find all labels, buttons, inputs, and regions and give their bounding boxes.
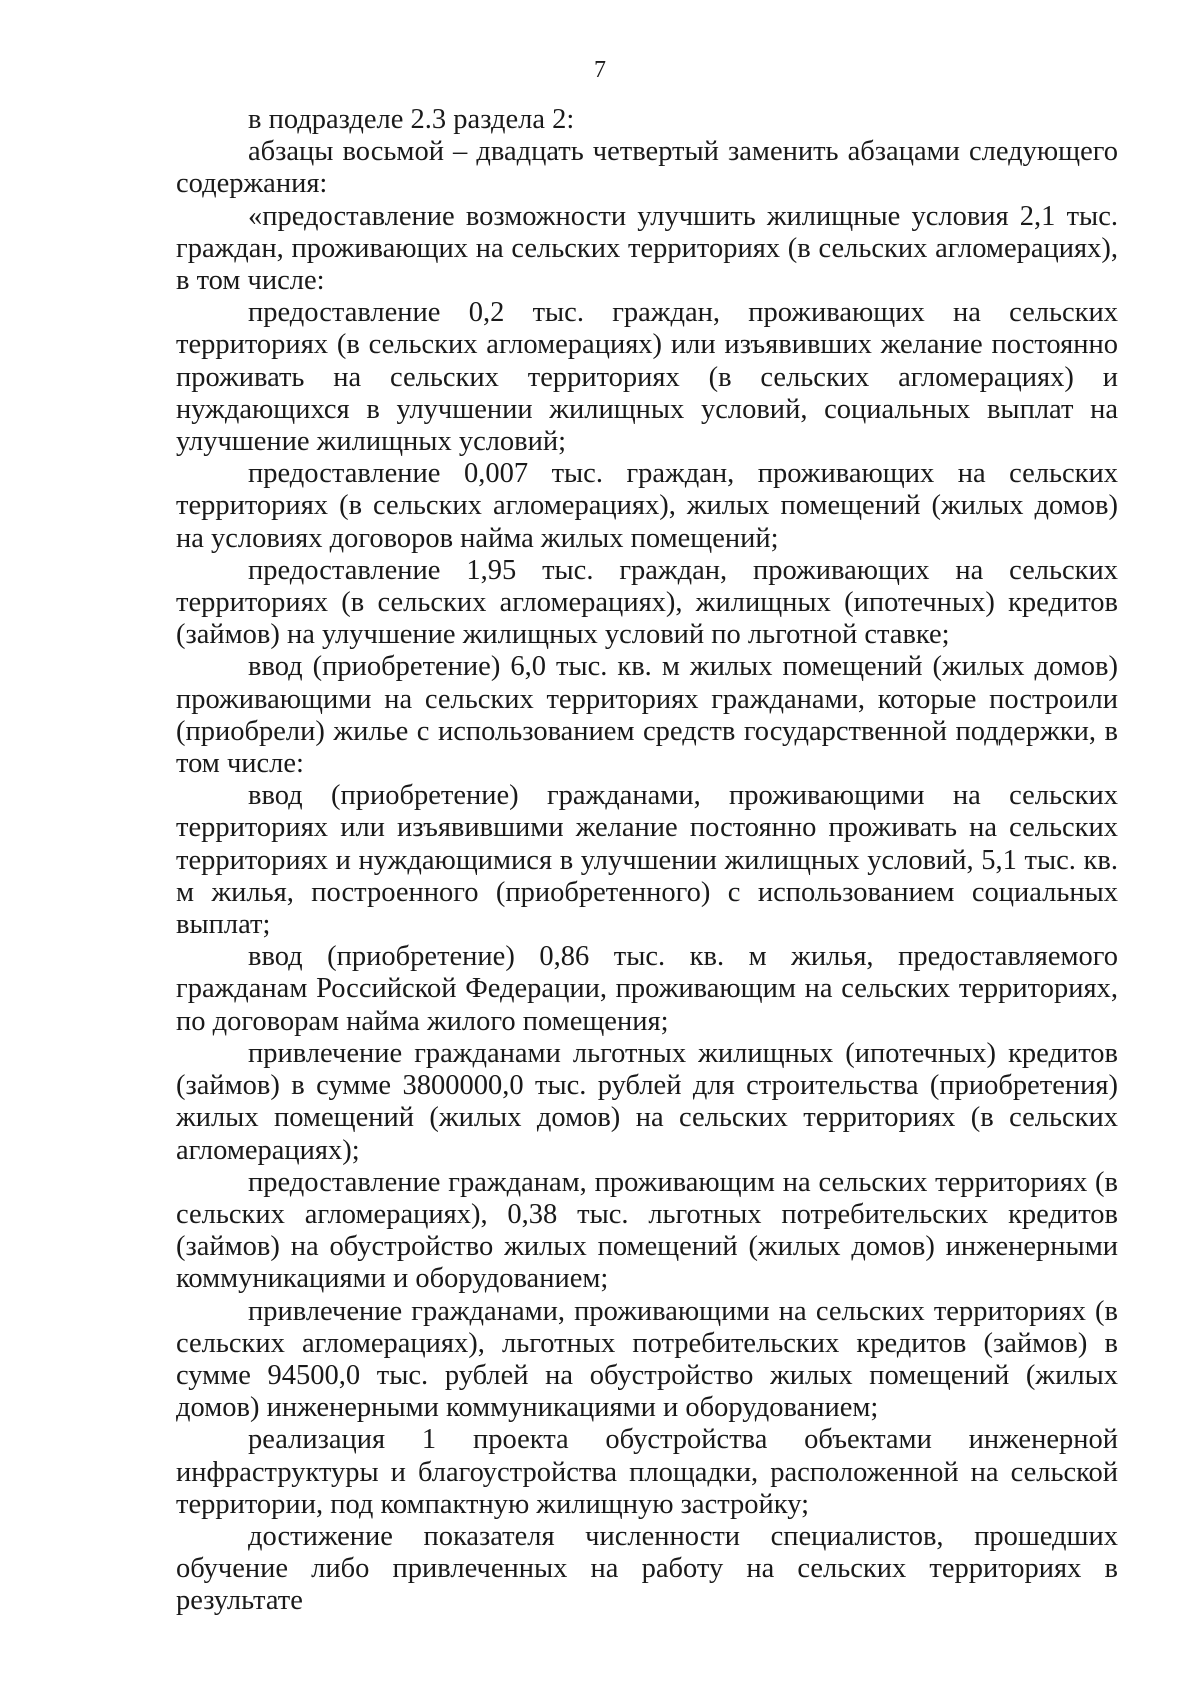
paragraph: предоставление гражданам, проживающим на сельских территориях (в сельских агломерациях), 0,38 тыс. льготных потребительских кредитов (займов) на обустройство жилых помещений (жилых домов) инженерными коммуникациями и оборудованием; xyxy=(176,1166,1118,1295)
paragraph: ввод (приобретение) 0,86 тыс. кв. м жилья, предоставляемого гражданам Российской Федерации, проживающим на сельских территориях, по договорам найма жилого помещения; xyxy=(176,941,1118,1037)
paragraph: абзацы восьмой – двадцать четвертый заменить абзацами следующего содержания: xyxy=(176,136,1118,200)
page-number: 7 xyxy=(594,57,606,83)
paragraph: ввод (приобретение) 6,0 тыс. кв. м жилых помещений (жилых домов) проживающими на сельских территориях гражданами, которые построили (приобрели) жилье с использованием средств государственной поддержки, в том числе: xyxy=(176,651,1118,780)
paragraph: достижение показателя численности специалистов, прошедших обучение либо привлеченных на работу на сельских территориях в результате xyxy=(176,1520,1118,1617)
paragraph: в подразделе 2.3 раздела 2: xyxy=(248,104,575,135)
paragraph: реализация 1 проекта обустройства объектами инженерной инфраструктуры и благоустройства площадки, расположенной на сельской территории, под компактную жилищную застройку; xyxy=(176,1424,1118,1520)
paragraph: «предоставление возможности улучшить жилищные условия 2,1 тыс. граждан, проживающих на сельских территориях (в сельских агломерациях), в том числе: xyxy=(176,200,1118,297)
paragraph: привлечение гражданами льготных жилищных (ипотечных) кредитов (займов) в сумме 3800000,0 тыс. рублей для строительства (приобретения) жилых помещений (жилых домов) на сельских территориях (в сельских агломерациях); xyxy=(176,1037,1118,1166)
document-body xyxy=(176,104,1118,1618)
paragraph: привлечение гражданами, проживающими на сельских территориях (в сельских агломерациях), льготных потребительских кредитов (займов) в сумме 94500,0 тыс. рублей на обустройство жилых помещений (жилых домов) инженерными коммуникациями и оборудованием; xyxy=(176,1295,1118,1424)
paragraph: предоставление 1,95 тыс. граждан, проживающих на сельских территориях (в сельских агломерациях), жилищных (ипотечных) кредитов (займов) на улучшение жилищных условий по льготной ставке; xyxy=(176,554,1118,651)
paragraph: предоставление 0,2 тыс. граждан, проживающих на сельских территориях (в сельских агломерациях) или изъявивших желание постоянно проживать на сельских территориях (в сельских агломерациях) и нуждающихся в улучшении жилищных условий, социальных выплат на улучшение жилищных условий; xyxy=(176,297,1118,458)
paragraph: предоставление 0,007 тыс. граждан, проживающих на сельских территориях (в сельских агломерациях), жилых помещений (жилых домов) на условиях договоров найма жилых помещений; xyxy=(176,458,1118,554)
paragraph: ввод (приобретение) гражданами, проживающими на сельских территориях или изъявившими желание постоянно проживать на сельских территориях и нуждающимися в улучшении жилищных условий, 5,1 тыс. кв. м жилья, построенного (приобретенного) с использованием социальных выплат; xyxy=(176,780,1118,941)
